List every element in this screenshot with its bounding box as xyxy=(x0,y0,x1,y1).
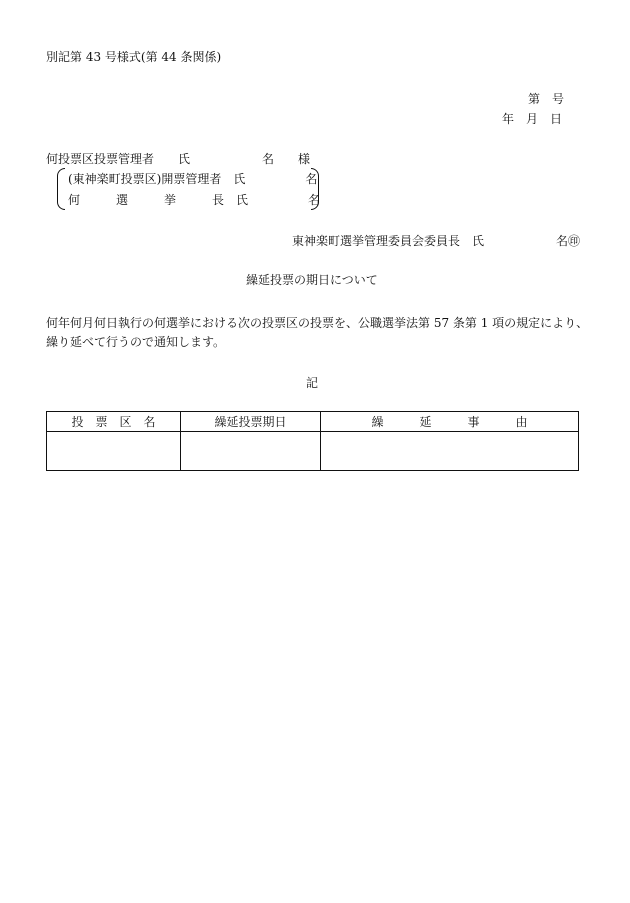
right-bracket xyxy=(311,168,319,210)
table-header-row xyxy=(47,412,579,432)
table-cell-precinct xyxy=(47,432,181,471)
table-cell-reason xyxy=(321,432,579,471)
header-postponed-date: 繰延投票期日 xyxy=(181,412,321,432)
recipient-line-3: 何 選 挙 長 氏 名 xyxy=(68,193,321,207)
left-bracket xyxy=(57,168,65,210)
body-text-line-1: 何年何月何日執行の何選挙における次の投票区の投票を、公職選挙法第 57 条第 1 項の規定により、 xyxy=(46,316,589,330)
document-number: 第 号 xyxy=(528,92,565,106)
document-date: 年 月 日 xyxy=(502,112,563,126)
header-precinct-name: 投 票 区 名 xyxy=(47,412,181,432)
sender-line: 東神楽町選挙管理委員会委員長 氏 名㊞ xyxy=(292,234,581,248)
postponement-table xyxy=(46,411,579,471)
ki-heading: 記 xyxy=(306,376,319,390)
table-row xyxy=(47,432,579,471)
body-text-line-2: 繰り延べて行うので通知します。 xyxy=(46,335,226,349)
document-title: 繰延投票の期日について xyxy=(246,273,378,287)
table-cell-date xyxy=(181,432,321,471)
recipient-line-2: (東神楽町投票区)開票管理者 氏 名 xyxy=(68,172,318,186)
header-postponement-reason: 繰 延 事 由 xyxy=(321,412,579,432)
form-number: 別記第 43 号様式(第 44 条関係) xyxy=(46,50,222,64)
recipient-line-1: 何投票区投票管理者 氏 名 様 xyxy=(46,152,311,166)
